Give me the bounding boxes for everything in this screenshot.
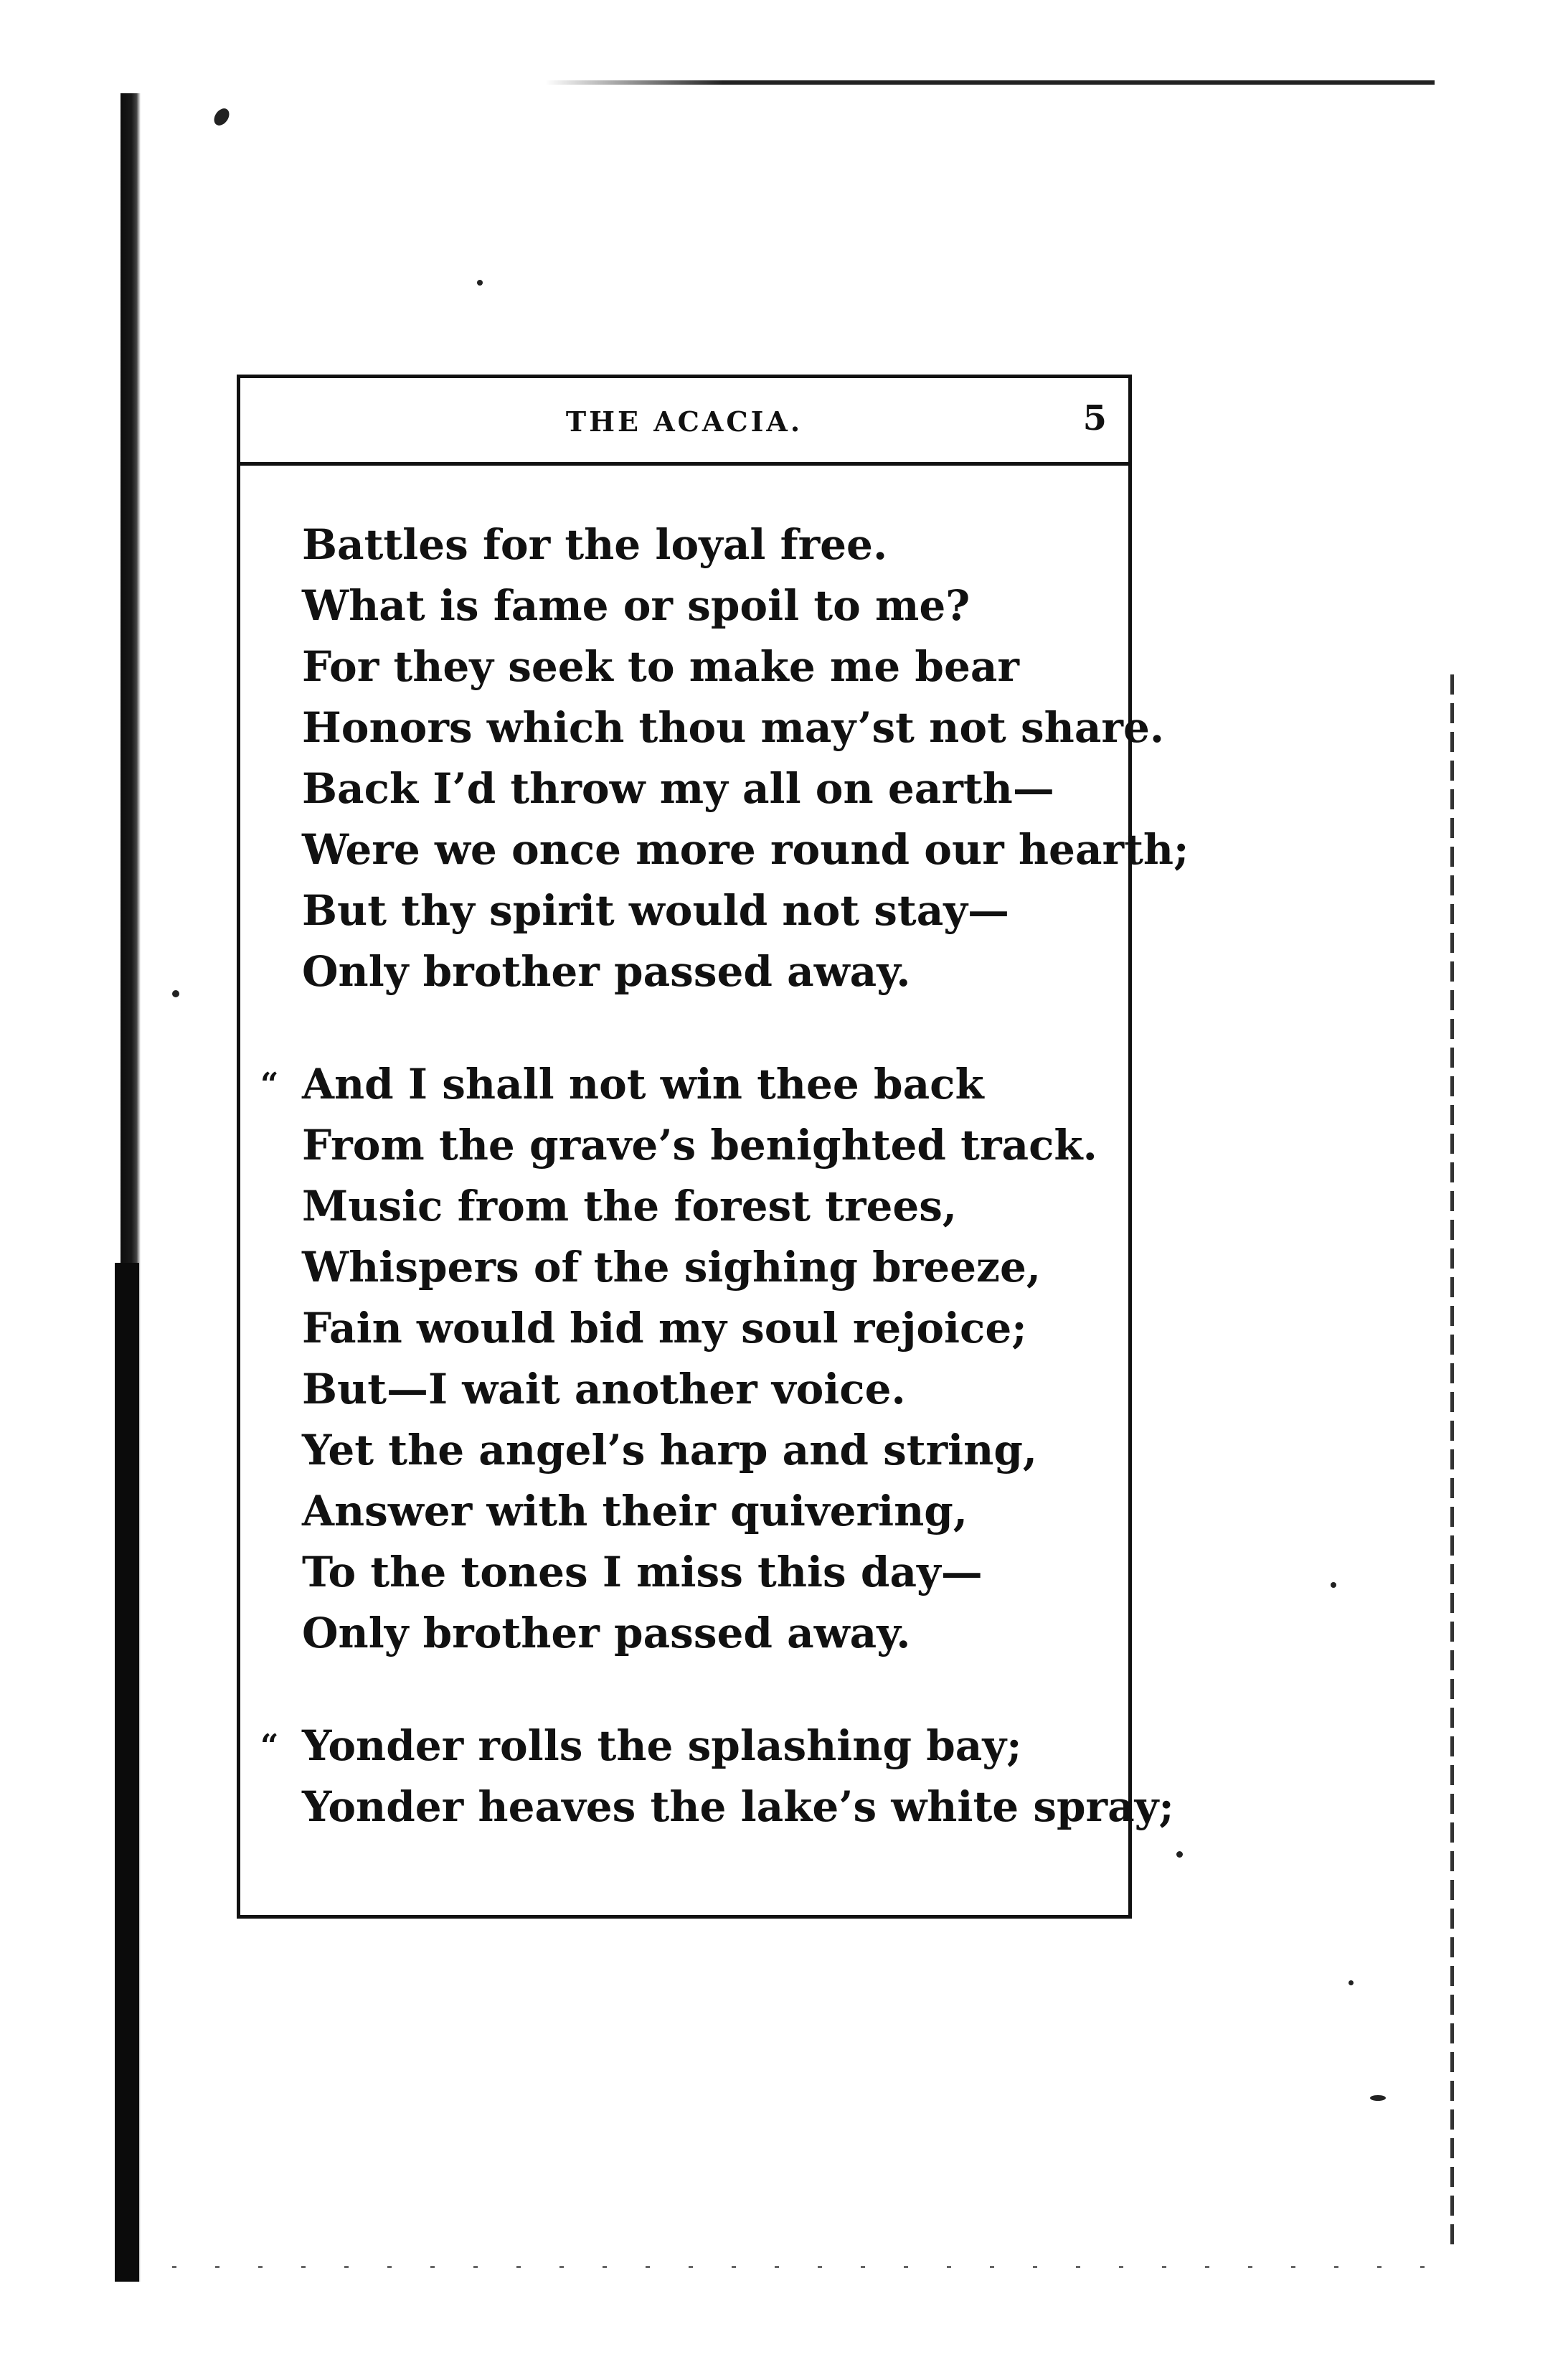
poem-line: Answer with their quivering, (302, 1487, 968, 1535)
poem-line: Yonder heaves the lake’s white spray; (302, 1782, 1174, 1831)
poem-line: Only brother passed away. (302, 1609, 911, 1657)
page-bottom-edge (172, 2266, 1435, 2268)
open-quote-mark: “ (260, 1728, 279, 1764)
poem-line-with-quote (260, 1054, 1113, 1115)
ink-speck (1331, 1582, 1336, 1588)
stanza (260, 1054, 1113, 1664)
stanza (260, 1716, 1174, 1838)
poem-line-text: Yonder rolls the splashing bay; (302, 1721, 1022, 1770)
poem-line: Only brother passed away. (302, 947, 911, 996)
poem-line: From the grave’s benighted track. (302, 1121, 1097, 1170)
ink-speck (172, 990, 179, 997)
page-right-edge (1450, 674, 1454, 2253)
running-title: THE ACACIA. (565, 405, 803, 438)
ink-speck (477, 280, 483, 286)
running-head (240, 378, 1128, 466)
text-frame (237, 375, 1189, 1919)
poem-line-with-quote (260, 1716, 1113, 1777)
poem-body (260, 514, 1189, 1889)
poem-line: Were we once more round our hearth; (302, 825, 1189, 874)
book-spine-shadow-lower (115, 1263, 139, 2282)
stanza (302, 514, 1189, 1002)
poem-line: Battles for the loyal free. (302, 520, 888, 569)
poem-line: What is fame or spoil to me? (302, 581, 970, 630)
ink-speck (1349, 1980, 1354, 1985)
page-number: 5 (1082, 398, 1107, 438)
poem-line: But—I wait another voice. (302, 1365, 906, 1413)
poem-line: For they seek to make me bear (302, 642, 1019, 691)
page-top-edge (545, 80, 1435, 85)
ink-speck (1370, 2095, 1386, 2101)
poem-line: Honors which thou may’st not share. (302, 703, 1165, 752)
ink-speck (1176, 1851, 1183, 1858)
poem-line: Whispers of the sighing breeze, (302, 1243, 1042, 1292)
poem-line: Fain would bid my soul rejoice; (302, 1304, 1027, 1352)
open-quote-mark: “ (260, 1066, 279, 1103)
poem-line: But thy spirit would not stay— (302, 886, 1009, 935)
poem-line: Yet the angel’s harp and string, (302, 1426, 1038, 1474)
poem-line: To the tones I miss this day— (302, 1548, 983, 1596)
poem-line-text: And I shall not win thee back (302, 1060, 984, 1109)
poem-line: Music from the forest trees, (302, 1182, 958, 1231)
ink-speck (211, 105, 232, 128)
poem-line: Back I’d throw my all on earth— (302, 764, 1054, 813)
